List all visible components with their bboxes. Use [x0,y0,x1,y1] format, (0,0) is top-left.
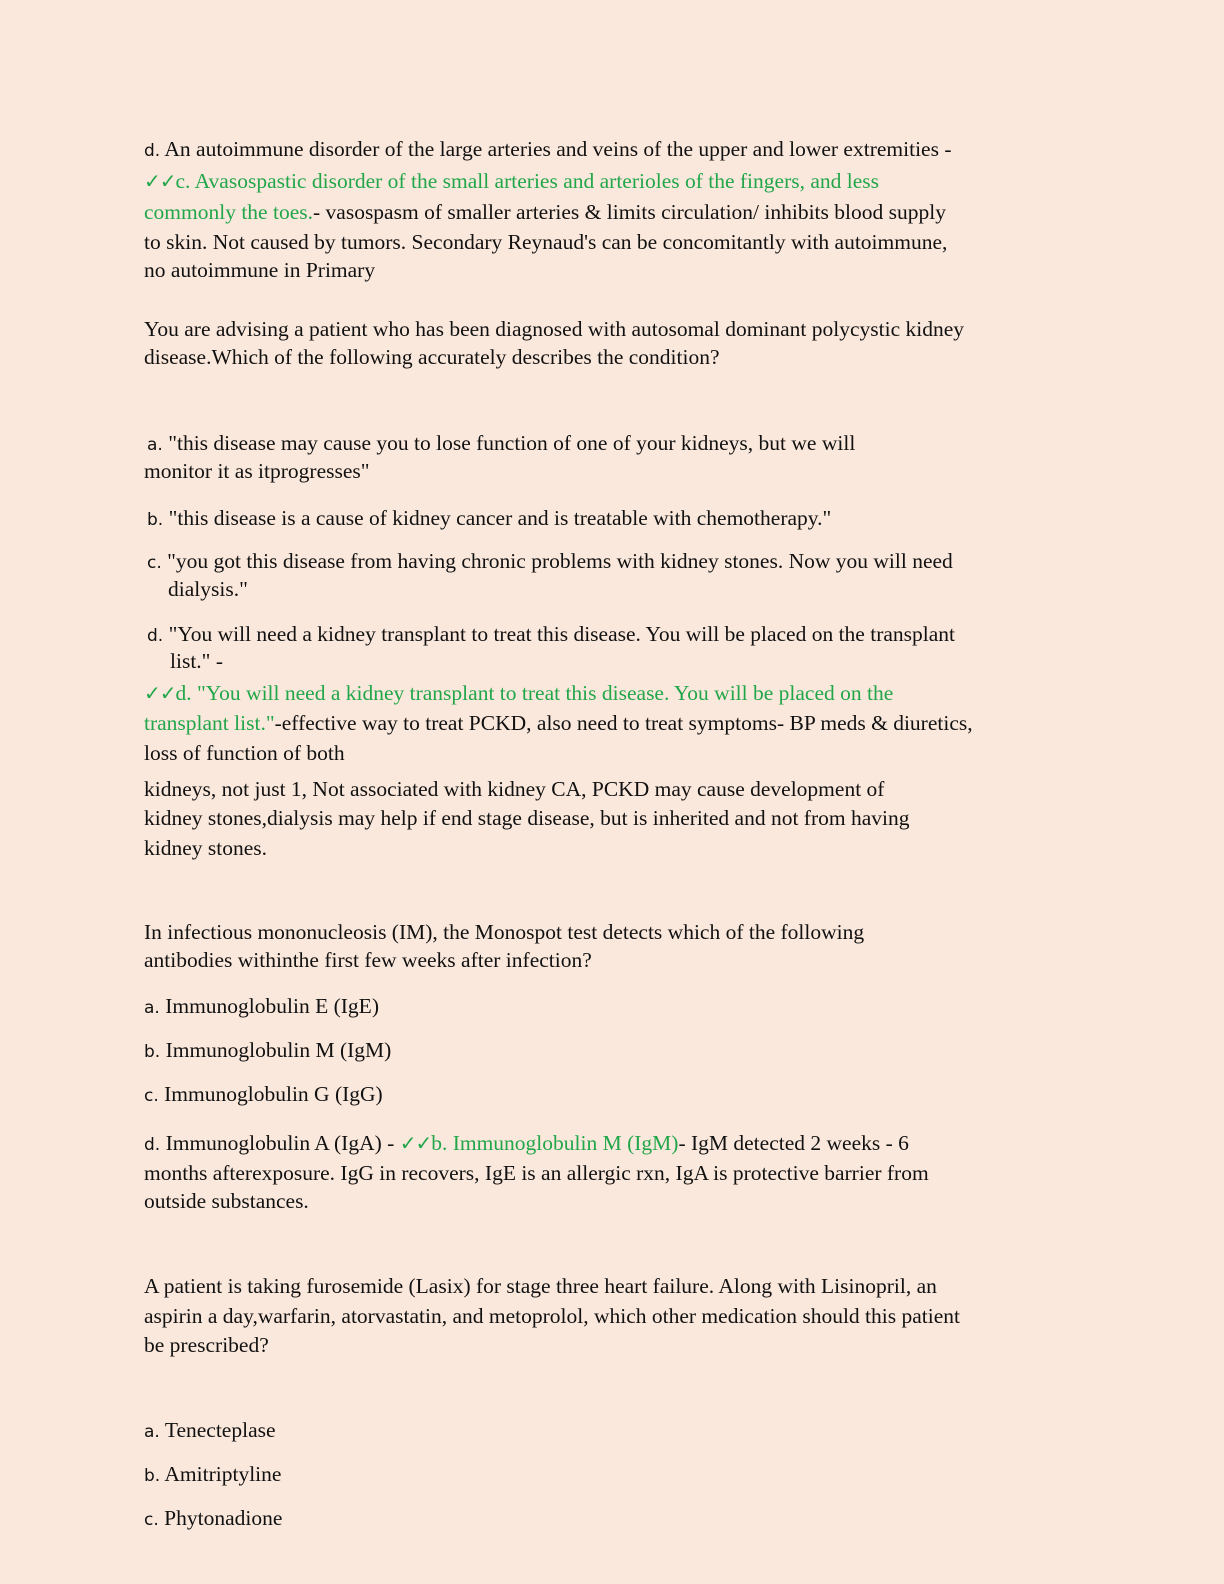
option-letter: b. [144,1466,161,1486]
q2-option-d-line-2: list." - [170,649,223,673]
option-letter: d. [147,626,164,646]
q3-option-c [144,1080,383,1110]
q2-option-b [147,504,831,534]
option-text: "this disease is a cause of kidney cancer and is treatable with chemotherapy." [168,506,832,530]
option-text: "You will need a kidney transplant to treat this disease. You will be placed on the transplant [168,622,956,646]
q2-option-a [147,429,855,459]
q1-rationale-line-2: to skin. Not caused by tumors. Secondary Reynaud's can be concomitantly with autoimmune, [144,230,948,254]
option-letter: a. [144,998,160,1018]
q2-answer-line-1 [144,679,893,707]
q3-rationale-line-3: outside substances. [144,1189,309,1213]
rationale-text: - vasospasm of smaller arteries & limits circulation/ inhibits blood supply [313,200,946,224]
q2-rationale-line-5: kidney stones. [144,836,268,860]
option-letter: c. [144,1086,159,1106]
option-text: Tenecteplase [164,1418,276,1442]
q2-question-line-1: You are advising a patient who has been diagnosed with autosomal dominant polycystic kidney [144,317,965,341]
q4-question-line-2: aspirin a day,warfarin, atorvastatin, and metoprolol, which other medication should this patient [144,1304,960,1328]
option-text: Immunoglobulin E (IgE) [165,994,379,1018]
double-check-icon: ✓✓ [399,1131,432,1155]
q3-option-a [144,992,379,1022]
option-letter: a. [144,1422,160,1442]
q3-question-line-2: antibodies withinthe first few weeks after infection? [144,948,592,972]
option-letter: c. [144,1510,159,1530]
option-letter: b. [147,510,164,530]
correct-answer-text: c. Avasospastic disorder of the small arteries and arterioles of the fingers, and less [175,169,880,193]
option-text: An autoimmune disorder of the large arteries and veins of the upper and lower extremities - [164,137,952,161]
q2-question-line-2: disease.Which of the following accurately describes the condition? [144,345,720,369]
q2-answer-line-2 [144,709,973,737]
q4-question-line-3: be prescribed? [144,1333,269,1357]
q2-option-c [147,547,953,577]
rationale-text: -effective way to treat PCKD, also need to treat symptoms- BP meds & diuretics, [274,711,973,735]
q2-option-c-line-2: dialysis." [168,577,248,601]
correct-answer-text: transplant list." [144,711,275,735]
option-text: Amitriptyline [164,1462,282,1486]
option-text: Immunoglobulin G (IgG) [164,1082,383,1106]
q1-option-d [144,135,952,165]
q1-rationale-line-3: no autoimmune in Primary [144,258,376,282]
q4-option-c [144,1504,282,1534]
correct-answer-text: b. Immunoglobulin M (IgM) [431,1131,679,1155]
q2-rationale-line-2: loss of function of both [144,741,345,765]
q1-answer-line-2 [144,198,946,226]
q3-rationale-line-2: months afterexposure. IgG in recovers, IgE is an allergic rxn, IgA is protective barrier from [144,1161,929,1185]
rationale-text: - IgM detected 2 weeks - 6 [678,1131,909,1155]
q4-question-line-1: A patient is taking furosemide (Lasix) for stage three heart failure. Along with Lisinopril, an [144,1274,937,1298]
option-text: Immunoglobulin M (IgM) [165,1038,392,1062]
double-check-icon: ✓✓ [144,169,176,193]
option-letter: d. [144,1135,161,1155]
option-text: Immunoglobulin A (IgA) - [165,1131,400,1155]
double-check-icon: ✓✓ [144,681,176,705]
q3-question-line-1: In infectious mononucleosis (IM), the Monospot test detects which of the following [144,920,865,944]
option-text: "you got this disease from having chronic problems with kidney stones. Now you will need [167,549,953,573]
q2-option-a-line-2: monitor it as itprogresses" [144,459,370,483]
q1-answer-line-1 [144,167,879,195]
option-text: Phytonadione [164,1506,283,1530]
correct-answer-text: commonly the toes. [144,200,313,224]
q4-option-b [144,1460,281,1490]
q2-rationale-line-4: kidney stones,dialysis may help if end stage disease, but is inherited and not from having [144,806,910,830]
option-letter: b. [144,1042,161,1062]
q2-option-d [147,620,955,650]
q4-option-a [144,1416,276,1446]
q3-option-d [144,1129,909,1159]
q3-option-b [144,1036,391,1066]
correct-answer-text: d. "You will need a kidney transplant to treat this disease. You will be placed on the [175,681,894,705]
q2-rationale-line-3: kidneys, not just 1, Not associated with kidney CA, PCKD may cause development of [144,777,885,801]
option-text: "this disease may cause you to lose function of one of your kidneys, but we will [168,431,856,455]
option-letter: d. [144,141,161,161]
option-letter: c. [147,553,162,573]
option-letter: a. [147,435,163,455]
